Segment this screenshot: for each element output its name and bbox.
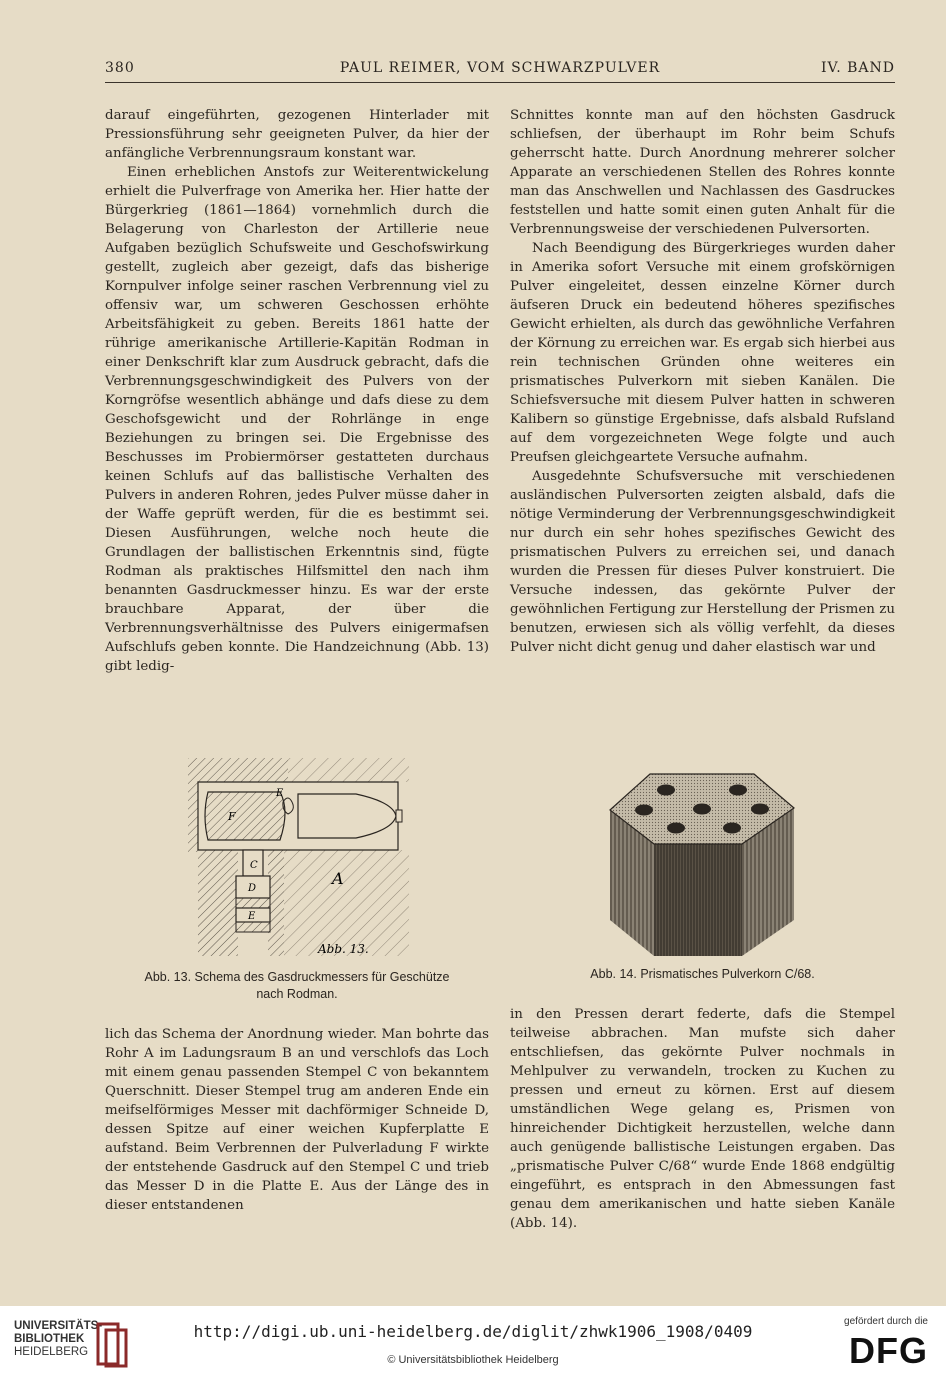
barrel-wall-top-right <box>288 758 409 782</box>
running-title: PAUL REIMER, VOM SCHWARZPULVER <box>339 60 661 76</box>
digitization-footer <box>0 1306 946 1378</box>
powder-charge-f <box>205 792 285 840</box>
figure-13-caption <box>105 969 489 1003</box>
label-e-top: E <box>276 788 284 799</box>
text-column-right-top <box>510 106 895 657</box>
gauge-base <box>236 922 270 932</box>
barrel-body-a <box>284 850 409 956</box>
channel-hole <box>635 805 653 816</box>
library-line: HEIDELBERG <box>14 1346 89 1358</box>
channel-hole <box>693 804 711 815</box>
volume-label: IV. BAND <box>821 60 895 76</box>
library-line: BIBLIOTHEK <box>14 1333 85 1345</box>
handwritten-figure-number: Abb. 13. <box>318 942 369 956</box>
channel-hole <box>751 804 769 815</box>
label-a: A <box>332 869 344 888</box>
paragraph: Nach Beendigung des Bürgerkrieges wurden daher in Amerika sofort Versuche mit einem grofskörnigen Pulver eingeleitet, dessen einzelne Körner durch äufseren Druck ein bedeutend höheres spezifisches Gewicht erhielten, als durch das gewöhnliche Verfahren der Körnung zu erreichen war. Es ergab sich hierbei aus rein technischen Gründen ohne weiteres ein prismatisches Pulverkorn mit sieben Kanälen. Die Schiefsversuche mit diesem Pulver hatten in schweren Kalibern so günstige Ergebnisse, dafs alsbald Rufsland auf dem vorgezeichneten Wege folgte und auch Preufsen gleichgeartete Versuche aufnahm. <box>510 241 895 465</box>
channel-hole <box>667 823 685 834</box>
label-f: F <box>228 810 236 823</box>
channel-hole <box>729 785 747 796</box>
channel-hole <box>723 823 741 834</box>
page-number: 380 <box>105 60 135 76</box>
paragraph: Schnittes konnte man auf den höchsten Gasdruck schliefsen, der überhaupt im Rohr beim Schufs geherrscht hatte. Durch Anordnung mehrerer solcher Apparate an verschiedenen Stellen des Rohres konnte man das Anschwellen und Nachlassen des Gasdruckes feststellen und hatte somit einen guten Anhalt für die Verbrennungsweise der verschiedenen Pulversorten. <box>510 108 895 237</box>
gauge-housing <box>236 898 270 908</box>
figure-14-caption: Abb. 14. Prismatisches Pulverkorn C/68. <box>590 967 815 981</box>
caption-line: Abb. 13. Schema des Gasdruckmessers für Geschütze <box>144 970 450 984</box>
funding-label: gefördert durch die <box>844 1316 928 1327</box>
paragraph: darauf eingeführten, gezogenen Hinterlader mit Pressionsführung sehr geeigneten Pulver, da hier der anfängliche Verbrennungsraum konstant war. <box>105 108 489 161</box>
label-e-bottom: E <box>248 911 256 922</box>
library-line: UNIVERSITÄTS- <box>14 1320 103 1332</box>
text-column-right-bottom <box>510 1005 895 1233</box>
copyright-notice: © Universitätsbibliothek Heidelberg <box>387 1354 559 1366</box>
label-d: D <box>248 883 257 894</box>
page-header <box>105 60 895 83</box>
prism-front-face <box>654 844 742 956</box>
label-c: C <box>250 860 258 871</box>
dfg-logo: DFG <box>849 1330 928 1371</box>
figure-13-gauge-diagram <box>188 758 413 958</box>
barrel-breech <box>188 782 198 852</box>
barrel-wall-top <box>188 758 288 782</box>
figure-14-prismatic-grain <box>606 770 798 958</box>
paragraph: Einen erheblichen Anstofs zur Weiterentwickelung erhielt die Pulverfrage von Amerika her. Hier hatte der Bürgerkrieg (1861—1864) vornehmlich durch die Belagerung von Charleston der Artillerie neue Aufgaben bezüglich Schufsweite und Geschofswirkung gestellt, zugleich aber gezeigt, dafs das bisherige Kornpulver infolge seiner raschen Verbrennung viel zu offensiv war, um schweren Geschossen erhöhte Arbeitsfähigkeit zu geben. Bereits 1861 hatte der rührige amerikanische Artillerie-Kapitän Rodman in einer Denkschrift klar zum Ausdruck gebracht, dafs die Verbrennungsgeschwindigkeit des Pulvers von der Korngröfse wesentlich abhänge und dafs diese zu dem Geschofsgewicht und der Rohrlänge in enge Beziehungen zu bringen sei. Die Ergebnisse des Beschusses im Probiermörser gestatteten durchaus keinen Schlufs auf das ballistische Verhalten des Pulvers in anderen Rohren, jedes Pulver müsse daher in der Waffe geprüft werden, für die es bestimmt sei. Diesen Ausführungen, welche noch heute die Grundlagen der ballistischen Erkenntnis sind, fügte Rodman als praktisches Hilfsmittel den nach ihm benannten Gasdruckmesser hinzu. Es war der erste brauchbare Apparat, der über die Verbrennungsverhältnisse des Pulvers einigermafsen Aufschlufs geben konnte. Die Handzeichnung (Abb. 13) gibt ledig- <box>105 165 489 674</box>
paragraph: in den Pressen derart federte, dafs die Stempel teilweise abbrachen. Man mufste sich daher entschliefsen, das gekörnte Pulver nochmals in Mehlpulver zu verwandeln, trocken zu Kuchen zu pressen und erneut zu körnen. Erst auf diesem umständlichen Wege gelang es, Prismen von hinreichender Dichtigkeit herzustellen, welche dann auch genügende ballistische Leistungen ergaben. Das „prismatische Pulver C/68“ wurde Ende 1868 endgültig eingeführt, es entsprach in den Abmessungen fast genau dem amerikanischen und hatte sieben Kanäle (Abb. 14). <box>510 1007 895 1231</box>
permalink-url[interactable]: http://digi.ub.uni-heidelberg.de/diglit/zhwk1906_1908/0409 <box>193 1322 753 1341</box>
caption-line: nach Rodman. <box>256 987 338 1001</box>
paragraph: lich das Schema der Anordnung wieder. Man bohrte das Rohr A im Ladungsraum B an und verschlofs das Loch mit einem genau passenden Stempel C von bekanntem Querschnitt. Dieser Stempel trug am anderen Ende ein meifselförmiges Messer mit dachförmiger Schneide D, dessen Spitze auf einer weichen Kupferplatte E aufstand. Beim Verbrennen der Pulverladung F wirkte der entstehende Gasdruck auf den Stempel C und trieb das Messer D in die Platte E. Aus der Länge des in dieser entstandenen <box>105 1027 489 1213</box>
text-column-left-top <box>105 106 489 676</box>
paragraph: Ausgedehnte Schufsversuche mit verschiedenen ausländischen Pulversorten zeigten alsbald, dafs die nötige Verminderung der Verbrennungsgeschwindigkeit nur durch ein sehr hohes spezifisches Gewicht des prismatischen Pulvers zu erreichen sei, und danach wurden die Pressen für dieses Pulver konstruiert. Die Versuche indessen, das gekörnte Pulver der gewöhnlichen Fertigung zur Herstellung der Prismen zu benutzen, erwiesen sich als völlig verfehlt, da dieses Pulver nicht dicht genug und daher elastisch war und <box>510 469 895 655</box>
text-column-left-bottom <box>105 1025 489 1215</box>
barrel-wall-bottom-left <box>198 850 238 956</box>
projectile-tip <box>396 810 402 822</box>
channel-hole <box>657 785 675 796</box>
